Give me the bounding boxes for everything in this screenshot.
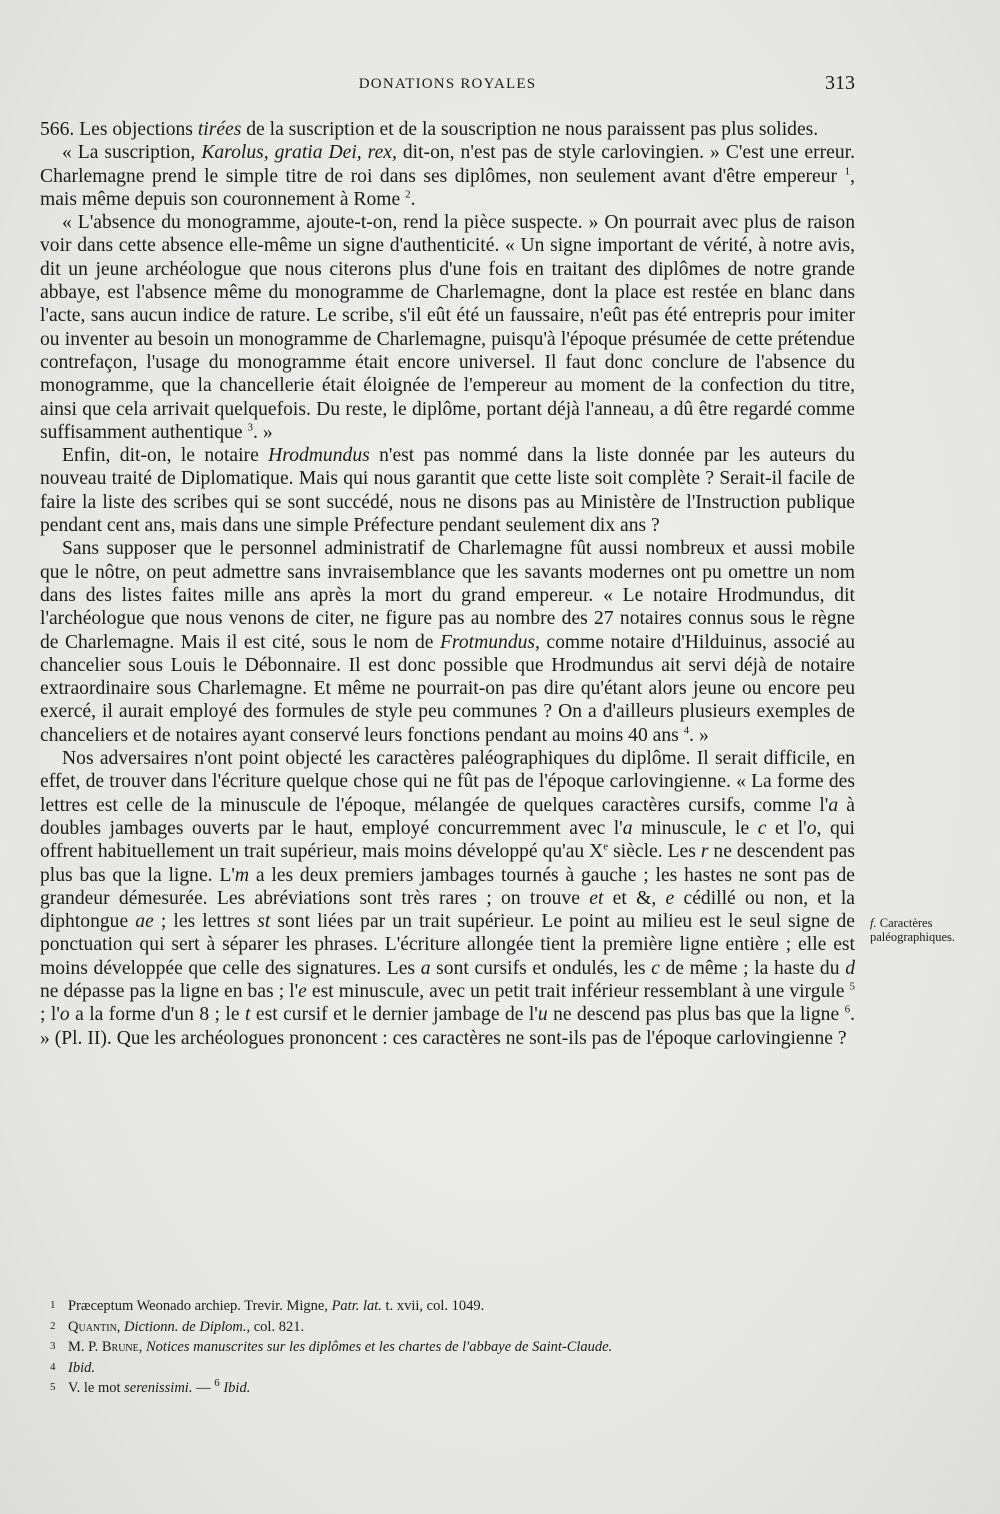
italic-text: a xyxy=(420,957,431,979)
text-run: . xyxy=(410,188,416,210)
text-run: Sans supposer que le personnel administratif de Charlemagne fût aussi nombreux et aussi mobile que le nôtre, on peut admettre sans invraisemblance que les savants modernes ont pu omettre un nom dans des listes faites mille ans après la mort du grand empereur. « Le notaire Hrodmundus, dit l'archéologue que nous venons de citer, ne figure pas au nombre des 27 notaires connus sous le règne de Charlemagne. Mais il est cité, sous le nom de xyxy=(40,538,855,653)
text-run: ; les lettres xyxy=(153,911,258,933)
text-run: et l' xyxy=(766,817,807,839)
text-run: sont cursifs et ondulés, les xyxy=(430,957,652,979)
italic-text: t xyxy=(245,1004,251,1026)
text-run: , xyxy=(138,1339,147,1355)
italic-text: f. xyxy=(870,916,877,930)
text-run: ne descendent pas plus bas que la ligne. L' xyxy=(40,841,855,886)
italic-text: Karolus, gratia Dei, rex, xyxy=(201,142,397,164)
text-run: . » (Pl. II). Que les archéologues prononcent : ces caractères ne sont-ils pas de l'époque carlovingienne ? xyxy=(40,1004,855,1049)
text-run: t. xvii, col. 1049. xyxy=(381,1298,485,1314)
footnote-ref: 6 xyxy=(844,1003,851,1016)
footnote-ref: 3 xyxy=(247,421,254,434)
text-run: de même ; la haste du xyxy=(659,957,846,979)
footnote-number: 3 xyxy=(50,1340,56,1352)
text-run: — xyxy=(192,1380,215,1396)
paragraph xyxy=(40,747,855,1050)
italic-text: serenissimi. xyxy=(124,1380,193,1396)
text-run: ne dépasse pas la ligne en bas ; l' xyxy=(40,980,299,1002)
footnote-number: 2 xyxy=(50,1319,56,1332)
text-run: ; l' xyxy=(40,1004,60,1026)
text-run: cédillé ou non, et la diphtongue xyxy=(40,887,855,933)
text-run: , col. 821. xyxy=(246,1318,305,1335)
italic-text: Dictionn. de Diplom. xyxy=(124,1318,247,1335)
footnote xyxy=(50,1317,850,1338)
margin-note xyxy=(870,916,980,944)
italic-text: Notices manuscrites sur les diplômes et les chartes de l'abbaye de Saint-Claude. xyxy=(146,1339,613,1355)
author-name: Quantin xyxy=(68,1318,117,1335)
italic-text: o xyxy=(59,1004,70,1026)
text-run: à doubles jambages ouverts par le haut, employé concurremment avec l' xyxy=(40,794,855,839)
text-run: M. P. xyxy=(68,1339,102,1355)
text-run: , qui offrent habituellement un trait supérieur, mais moins développé qu'au X xyxy=(40,817,855,863)
paragraph xyxy=(40,211,855,444)
text-run: Enfin, dit-on, le notaire xyxy=(62,445,269,467)
italic-text: Frotmundus, xyxy=(439,631,540,653)
footnote-number: 5 xyxy=(50,1381,56,1393)
italic-text: e xyxy=(665,887,675,909)
author-name: Brune xyxy=(101,1339,139,1355)
paragraph xyxy=(40,537,855,747)
footnote-number: 4 xyxy=(50,1360,56,1373)
italic-text: Ibid. xyxy=(68,1359,95,1376)
text-run: Præceptum Weonado archiep. Trevir. Migne, xyxy=(68,1298,332,1314)
italic-text: et xyxy=(589,887,604,909)
text-run: . » xyxy=(253,421,273,443)
italic-text: c xyxy=(651,957,660,979)
italic-text: Patr. lat. xyxy=(331,1298,382,1314)
text-run: Nos adversaires n'ont point objecté les caractères paléographiques du diplôme. Il serait difficile, en effet, de trouver dans l'écriture quelque chose qui ne fût pas de l'époque carlovingienne. « La forme des lettres est celle de la minuscule de l'époque, mélangée de quelques caractères cursifs, comme l' xyxy=(40,748,855,816)
footnote xyxy=(50,1296,850,1317)
italic-text: u xyxy=(537,1004,548,1026)
running-head: DONATIONS ROYALES xyxy=(358,76,537,92)
italic-text: Ibid. xyxy=(223,1380,251,1396)
text-run: minuscule, le xyxy=(632,817,758,839)
italic-text: r xyxy=(700,841,709,863)
footnote-ref: 4 xyxy=(683,724,690,737)
italic-text: d xyxy=(845,957,855,979)
footnote xyxy=(50,1378,850,1399)
italic-text: a xyxy=(828,794,839,816)
text-run: a les deux premiers jambages tournés à gauche ; les hastes ne sont pas de grandeur démesurée. Les abréviations sont très rares ; on trouve xyxy=(40,864,856,909)
footnote-ref: 6 xyxy=(214,1377,220,1390)
footnote-ref: 2 xyxy=(405,188,411,201)
italic-text: m xyxy=(234,864,250,886)
italic-text: ae xyxy=(135,911,154,933)
text-run: Caractères paléographiques. xyxy=(870,916,956,944)
text-run: V. le mot xyxy=(68,1380,125,1396)
italic-text: a xyxy=(622,817,633,839)
text-run: comme notaire d'Hilduinus, associé au chancelier sous Louis le Débonnaire. Il est donc possible que Hrodmundus ait servi déjà de notaire extraordinaire sous Charlemagne. Et même ne pourrait-on pas dire qu'étant alors jeune ou encore peu exercé, il aurait employé des formules de style peu communes ? On a d'ailleurs plusieurs exemples de chanceliers et de notaires ayant conservé leurs fonctions pendant au moins 40 ans xyxy=(40,631,855,746)
footnotes xyxy=(50,1296,850,1399)
italic-text: c xyxy=(757,817,767,839)
text-run: sont liées par un trait supérieur. Le point au milieu est le seul signe de ponctuation qui sert à séparer les phrases. L'écriture allongée tient la première ligne entière ; elle est moins développée que celle des signatures. Les xyxy=(40,911,855,979)
footnote-ref: 1 xyxy=(844,165,851,178)
text-run: est minuscule, avec un petit trait inférieur ressemblant à une virgule xyxy=(306,980,850,1002)
footnote-ref: e xyxy=(603,840,609,853)
text-run: siècle. Les xyxy=(608,841,701,863)
italic-text: Hrodmundus xyxy=(268,445,370,467)
paragraph xyxy=(40,141,855,211)
text-run: et &, xyxy=(603,887,666,909)
footnote-number: 1 xyxy=(50,1299,56,1311)
text-run: « L'absence du monogramme, ajoute-t-on, rend la pièce suspecte. » On pourrait avec plus de raison voir dans cette absence elle-même un signe d'authenticité. « Un signe important de vérité, à notre avis, dit un jeune archéologue que nous citerons plus d'une fois en traitant des diplômes de notre grande abbaye, est l'absence même du monogramme de Charlemagne, dont la place est restée en blanc dans l'acte, sans aucun indice de rature. Le scribe, s'il eût été un faussaire, n'eût pas été entrepris pour imiter ou inventer au besoin un monogramme de Charlemagne, puisqu'à l'époque présumée de cette prétendue contrefaçon, l'usage du monogramme était encore universel. Il faut donc conclure de l'absence du monogramme, que la chancellerie était éloignée de l'empereur au moment de la confection du titre, ainsi que cela arrivait quelquefois. Du reste, le diplôme, portant déjà l'anneau, a dû être regardé comme suffisamment authentique xyxy=(40,212,855,443)
paragraph xyxy=(40,118,855,141)
text-run: n'est pas nommé dans la liste donnée par les auteurs du nouveau traité de Diplomatique. Mais qui nous garantit que cette liste soit complète ? Serait-il facile de faire la liste des scribes qui se sont succédé, nous ne disons pas au Ministère de l'Instruction publique pendant cent ans, mais dans une simple Préfecture pendant seulement dix ans ? xyxy=(40,445,855,537)
text-run: . » xyxy=(689,724,709,746)
text-run: ne descend pas plus bas que la ligne xyxy=(547,1004,845,1026)
italic-text: st xyxy=(257,911,271,933)
text-run: a la forme d'un 8 ; le xyxy=(69,1004,245,1026)
text-run: , mais même depuis son couronnement à Rome xyxy=(40,165,855,210)
page-number: 313 xyxy=(825,72,855,94)
footnote-ref: 5 xyxy=(849,980,855,993)
italic-text: o xyxy=(806,817,817,839)
page-header xyxy=(40,72,855,100)
text-run: de la suscription et de la souscription ne nous paraissent pas plus solides. xyxy=(241,119,819,140)
paragraph xyxy=(40,444,855,537)
text-run: 566. Les objections xyxy=(40,119,198,140)
text-run: , xyxy=(116,1318,125,1335)
text-run: « La suscription, xyxy=(62,142,202,164)
footnote xyxy=(50,1358,850,1379)
body-text xyxy=(40,118,855,1050)
text-run: est cursif et le dernier jambage de l' xyxy=(250,1004,538,1026)
italic-text: tirées xyxy=(197,119,242,140)
footnote xyxy=(50,1337,850,1358)
italic-text: e xyxy=(298,980,307,1002)
text-run: dit-on, n'est pas de style carlovingien. » C'est une erreur. Charlemagne prend le simple titre de roi dans ses diplômes, non seulement avant d'être empereur xyxy=(40,142,855,187)
